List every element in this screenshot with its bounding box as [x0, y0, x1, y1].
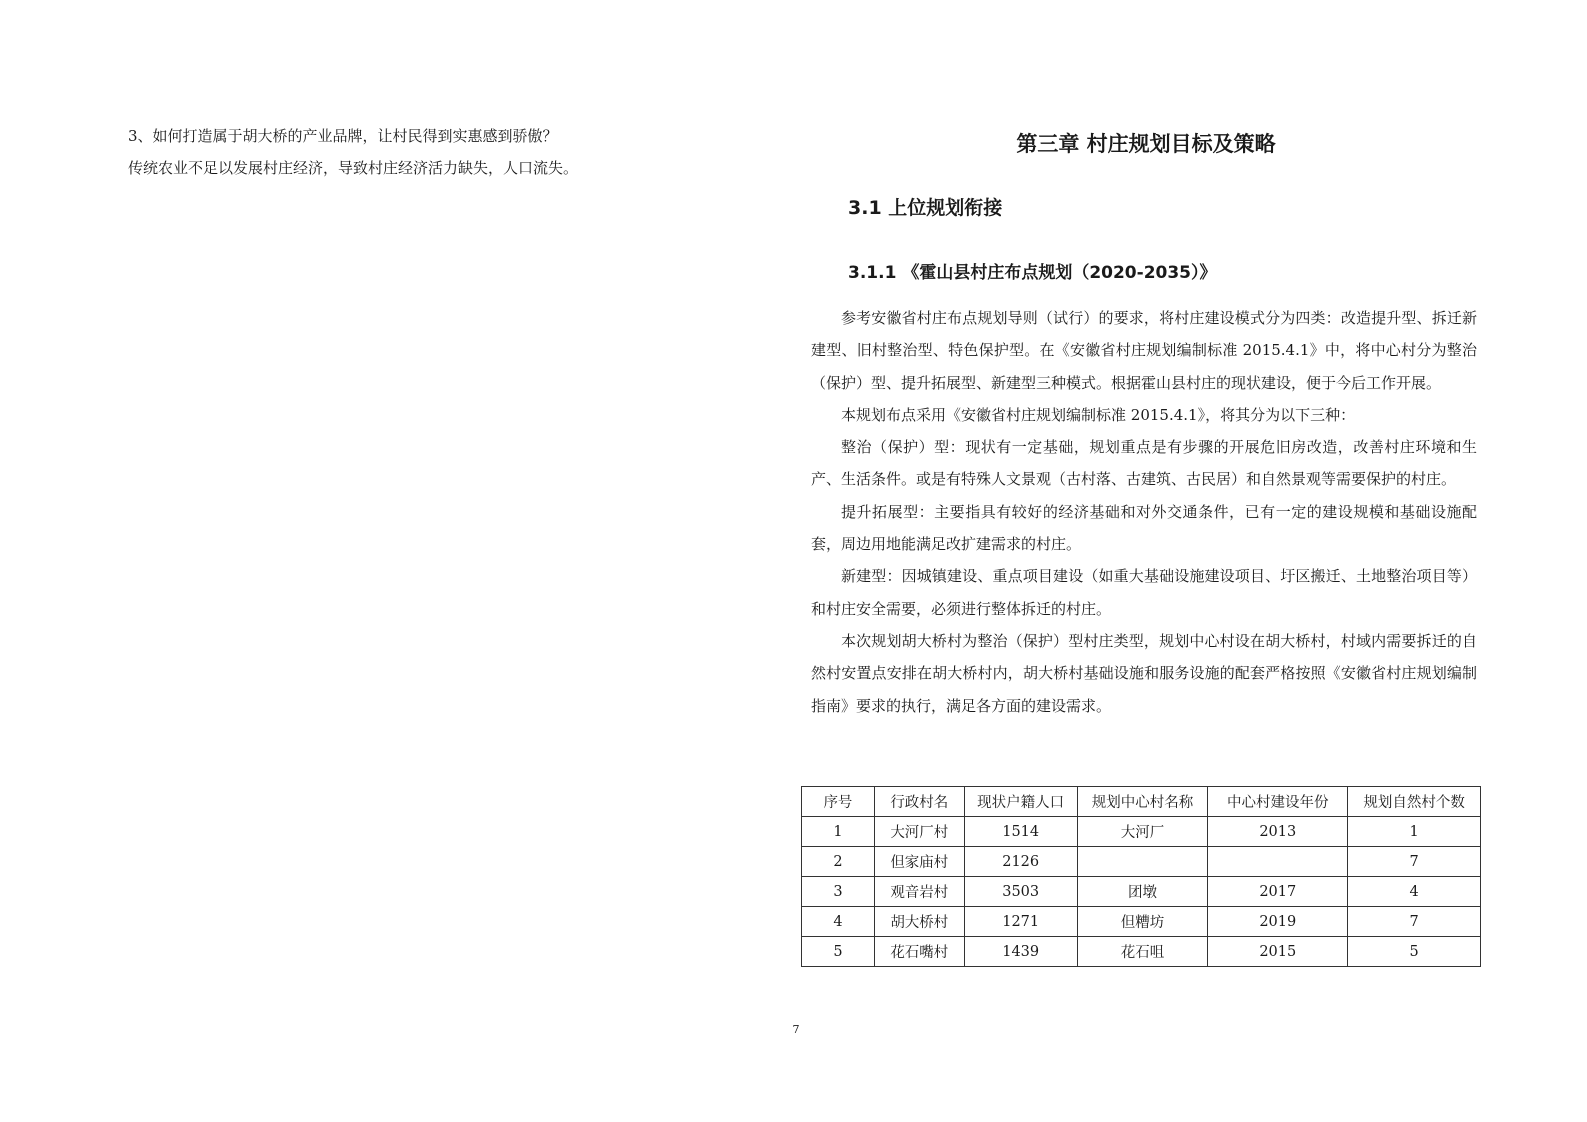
table-cell: 2013 — [1208, 817, 1348, 847]
table-cell: 团墩 — [1077, 877, 1208, 907]
table-header-cell: 行政村名 — [874, 787, 964, 817]
table-cell: 但家庙村 — [874, 847, 964, 877]
table-row — [802, 907, 1481, 937]
question-line: 3、如何打造属于胡大桥的产业品牌，让村民得到实惠感到骄傲？ — [128, 127, 558, 145]
table-cell: 2 — [802, 847, 875, 877]
table-header-cell: 中心村建设年份 — [1208, 787, 1348, 817]
paragraph: 提升拓展型：主要指具有较好的经济基础和对外交通条件，已有一定的建设规模和基础设施配套，周边用地能满足改扩建需求的村庄。 — [811, 502, 1477, 554]
table-cell: 4 — [802, 907, 875, 937]
village-table — [801, 786, 1481, 967]
table-header-cell: 现状户籍人口 — [964, 787, 1077, 817]
table-cell: 1271 — [964, 907, 1077, 937]
section-title: 3.1 上位规划衔接 — [848, 197, 1003, 219]
table-header-cell: 规划中心村名称 — [1077, 787, 1208, 817]
table-cell: 1 — [1348, 817, 1481, 847]
table-cell: 大河厂 — [1077, 817, 1208, 847]
body-text — [811, 302, 1477, 722]
table-cell: 2126 — [964, 847, 1077, 877]
table-cell: 2019 — [1208, 907, 1348, 937]
table-cell: 花石咀 — [1077, 937, 1208, 967]
table-cell: 1514 — [964, 817, 1077, 847]
table-cell: 胡大桥村 — [874, 907, 964, 937]
table-header-cell: 序号 — [802, 787, 875, 817]
subsection-title: 3.1.1 《霍山县村庄布点规划（2020-2035）》 — [848, 263, 1217, 283]
table-cell: 2015 — [1208, 937, 1348, 967]
table-header-row — [802, 787, 1481, 817]
table-cell: 但糟坊 — [1077, 907, 1208, 937]
chapter-title: 第三章 村庄规划目标及策略 — [1016, 132, 1276, 156]
table-cell: 3 — [802, 877, 875, 907]
table-row — [802, 817, 1481, 847]
table-cell: 7 — [1348, 907, 1481, 937]
left-page — [128, 120, 768, 184]
table-cell: 1 — [802, 817, 875, 847]
paragraph: 本次规划胡大桥村为整治（保护）型村庄类型，规划中心村设在胡大桥村，村域内需要拆迁的自然村安置点安排在胡大桥村内，胡大桥村基础设施和服务设施的配套严格按照《安徽省村庄规划编制指南》要求的执行，满足各方面的建设需求。 — [811, 631, 1477, 715]
table-cell — [1077, 847, 1208, 877]
table-cell: 1439 — [964, 937, 1077, 967]
table-row — [802, 877, 1481, 907]
table-cell: 5 — [1348, 937, 1481, 967]
table-row — [802, 937, 1481, 967]
table-header-cell: 规划自然村个数 — [1348, 787, 1481, 817]
table-cell: 3503 — [964, 877, 1077, 907]
paragraph: 参考安徽省村庄布点规划导则（试行）的要求，将村庄建设模式分为四类：改造提升型、拆迁新建型、旧村整治型、特色保护型。在《安徽省村庄规划编制标准 2015.4.1》中，将中心村分为整治（保护）型、提升拓展型、新建型三种模式。根据霍山县村庄的现状建设，便于今后工作开展。 — [811, 309, 1477, 392]
paragraph: 本规划布点采用《安徽省村庄规划编制标准 2015.4.1》，将其分为以下三种： — [841, 405, 1356, 424]
table-cell: 7 — [1348, 847, 1481, 877]
table-cell: 5 — [802, 937, 875, 967]
table-row — [802, 847, 1481, 877]
table-cell: 花石嘴村 — [874, 937, 964, 967]
table-cell: 4 — [1348, 877, 1481, 907]
paragraph: 整治（保护）型：现状有一定基础，规划重点是有步骤的开展危旧房改造，改善村庄环境和生产、生活条件。或是有特殊人文景观（古村落、古建筑、古民居）和自然景观等需要保护的村庄。 — [811, 438, 1477, 489]
table-cell: 2017 — [1208, 877, 1348, 907]
answer-line: 传统农业不足以发展村庄经济，导致村庄经济活力缺失，人口流失。 — [128, 159, 579, 177]
page-number: 7 — [792, 1023, 800, 1036]
table-cell: 观音岩村 — [874, 877, 964, 907]
paragraph: 新建型：因城镇建设、重点项目建设（如重大基础设施建设项目、圩区搬迁、土地整治项目等）和村庄安全需要，必须进行整体拆迁的村庄。 — [811, 567, 1477, 618]
table-cell — [1208, 847, 1348, 877]
table-cell: 大河厂村 — [874, 817, 964, 847]
